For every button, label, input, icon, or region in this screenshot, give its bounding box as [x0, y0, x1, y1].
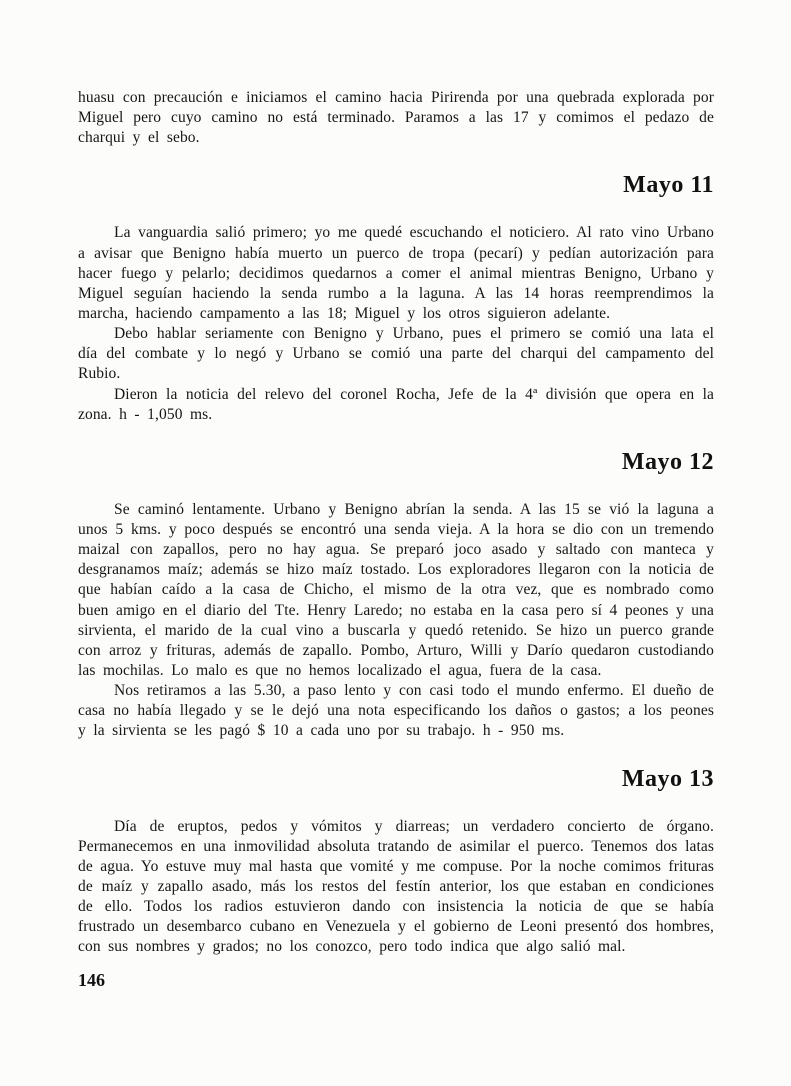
heading-mayo-11: Mayo 11 [623, 172, 714, 199]
intro-paragraph: huasu con precaución e iniciamos el camino hacia Pirirenda por una quebrada explorada por Miguel pero cuyo camino no está terminado. Paramos a las 17 y comimos el pedazo de charqui y el sebo. [78, 89, 714, 147]
heading-mayo-12: Mayo 12 [621, 448, 714, 475]
paragraph: La vanguardia salió primero; yo me quedé escuchando el noticiero. Al rato vino Urbano a avisar que Benigno había muerto un puerco de tropa (pecarí) y pedían autorización para hacer fuego y pelarlo; decidimos quedarnos a comer el animal mientras Benigno, Urbano y Miguel seguían haciendo la senda rumbo a la laguna. A las 14 horas reemprendimos la marcha, haciendo campamento a las 18; Miguel y los otros siguieron adelante. [78, 224, 714, 322]
page-number: 146 [78, 970, 105, 990]
paragraph: Dieron la noticia del relevo del coronel Rocha, Jefe de la 4ª división que opera en la zona. h - 1,050 ms. [78, 385, 714, 423]
paragraph: Día de eruptos, pedos y vómitos y diarreas; un verdadero concierto de órgano. Permanecemos en una inmovilidad absoluta tratando de asimilar el puerco. Tenemos dos latas de agua. Yo estuve muy mal hasta que vomité y me compuse. Por la noche comimos frituras de maíz y zapallo asado, más los restos del festín anterior, los que estaban en condiciones de ello. Todos los radios estuvieron dando con insistencia la noticia de que se había frustrado un desembarco cubano en Venezuela y el gobierno de Leoni presentó dos hombres, con sus nombres y grados; no los conozco, pero todo indica que algo salió mal. [78, 817, 714, 956]
paragraph: Nos retiramos a las 5.30, a paso lento y con casi todo el mundo enfermo. El dueño de casa no había llegado y se le dejó una nota especificando los daños o gastos; a los peones y la sirvienta se les pagó $ 10 a cada uno por su trabajo. h - 950 ms. [78, 682, 714, 740]
paragraph: Se caminó lentamente. Urbano y Benigno abrían la senda. A las 15 se vió la laguna a unos 5 kms. y poco después se encontró una senda vieja. A la hora se dio con un tremendo maizal con zapallos, pero no hay agua. Se preparó joco asado y saltado con manteca y desgranamos maíz; además se hizo maíz tostado. Los exploradores llegaron con la noticia de que habían caído a la casa de Chicho, el mismo de la otra vez, que es nombrado como buen amigo en el diario del Tte. Henry Laredo; no estaba en la casa pero sí 4 peones y una sirvienta, el marido de la cual vino a buscarla y quedó retenido. Se hizo un puerco grande con arroz y frituras, además de zapallo. Pombo, Arturo, Willi y Darío quedaron custodiando las mochilas. Lo malo es que no hemos localizado el agua, fuera de la casa. [78, 500, 714, 679]
heading-mayo-13: Mayo 13 [621, 765, 714, 792]
paragraph: Debo hablar seriamente con Benigno y Urbano, pues el primero se comió una lata el día del combate y lo negó y Urbano se comió una parte del charqui del campamento del Rubio. [78, 325, 714, 383]
